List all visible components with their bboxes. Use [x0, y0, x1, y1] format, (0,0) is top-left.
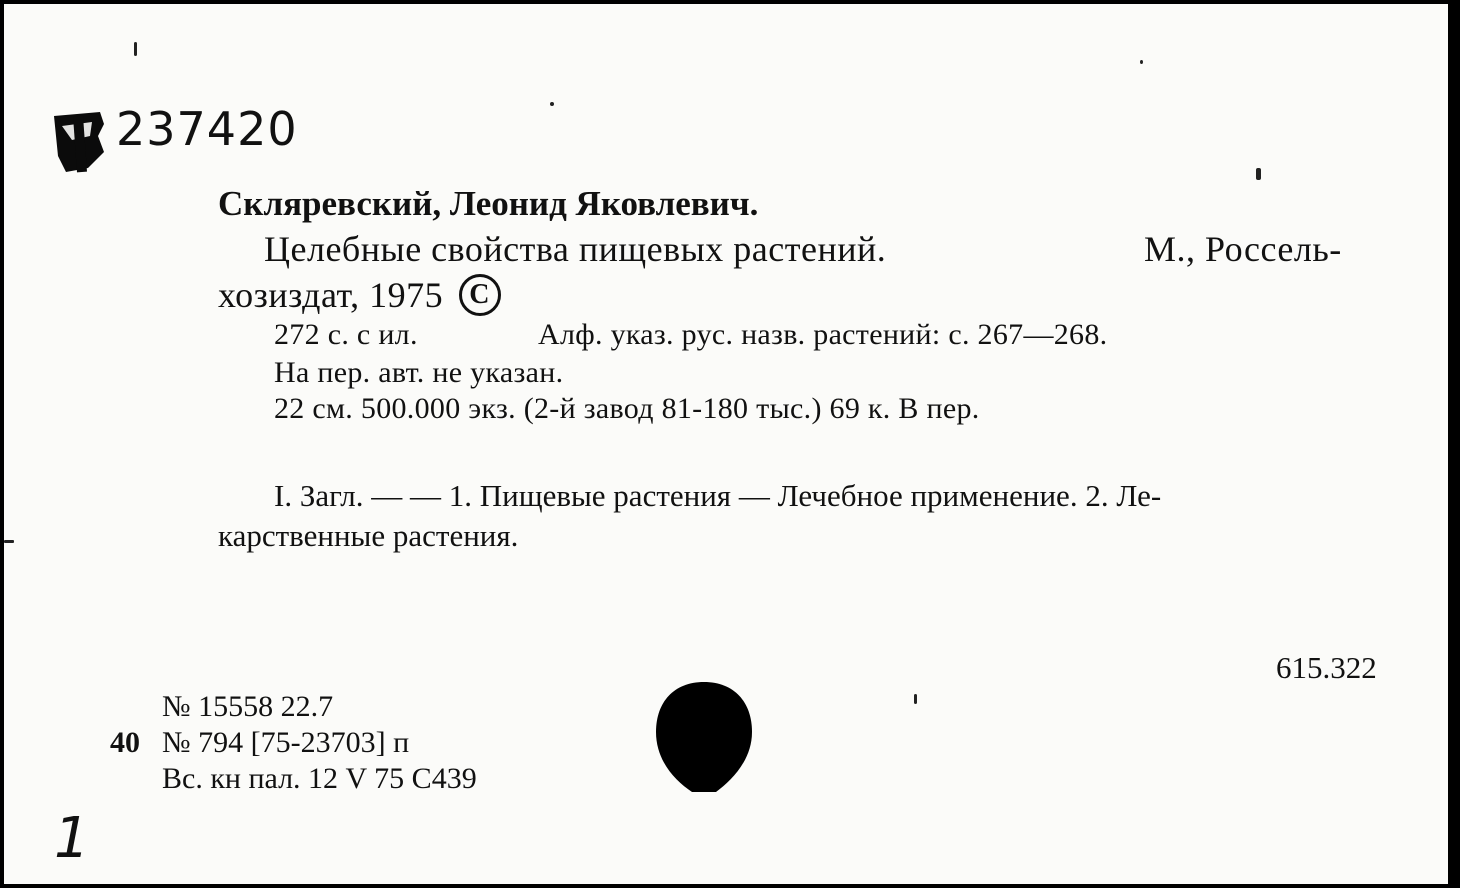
registry-line-1: № 15558 22.7	[162, 690, 334, 723]
card-edge	[1448, 0, 1460, 888]
dust-speck	[550, 102, 554, 106]
copyright-icon: C	[459, 274, 501, 316]
print-info: 22 см. 500.000 экз. (2-й завод 81-180 тыс.) 69 к. В пер.	[274, 392, 980, 425]
index-note: Алф. указ. рус. назв. растений: с. 267—268.	[538, 318, 1108, 351]
subjects-line-2: карственные растения.	[218, 518, 519, 553]
pages-text: 272 с. с ил.	[274, 318, 418, 351]
subjects-line-1: I. Загл. — — 1. Пищевые растения — Лечебное применение. 2. Ле-	[274, 478, 1162, 513]
classification-code: 615.322	[1276, 650, 1377, 685]
registry-line-2: № 794 [75-23703] п	[162, 726, 410, 759]
registry-prefix: 40	[110, 726, 140, 759]
publisher-year-text: хозиздат, 1975	[218, 275, 444, 315]
title-line-1: Целебные свойства пищевых растений.	[264, 229, 887, 269]
dust-speck	[4, 540, 14, 543]
dust-speck	[1140, 60, 1143, 64]
title-line-2	[218, 274, 501, 320]
author-note: На пер. авт. не указан.	[274, 356, 564, 389]
author-heading: Скляревский, Леонид Яковлевич.	[218, 184, 759, 223]
dust-speck	[134, 42, 137, 56]
registry-line-3: Вс. кн пал. 12 V 75 С439	[162, 762, 477, 795]
publisher-line-1: М., Россель-	[1144, 229, 1342, 269]
handwritten-number: 1	[54, 806, 90, 871]
punch-hole-icon	[654, 680, 754, 798]
inventory-number: 237420	[116, 102, 298, 156]
dust-speck	[914, 694, 917, 704]
dust-speck	[1256, 168, 1261, 180]
catalog-card	[4, 4, 1448, 884]
inventory-stamp-icon	[48, 106, 110, 178]
